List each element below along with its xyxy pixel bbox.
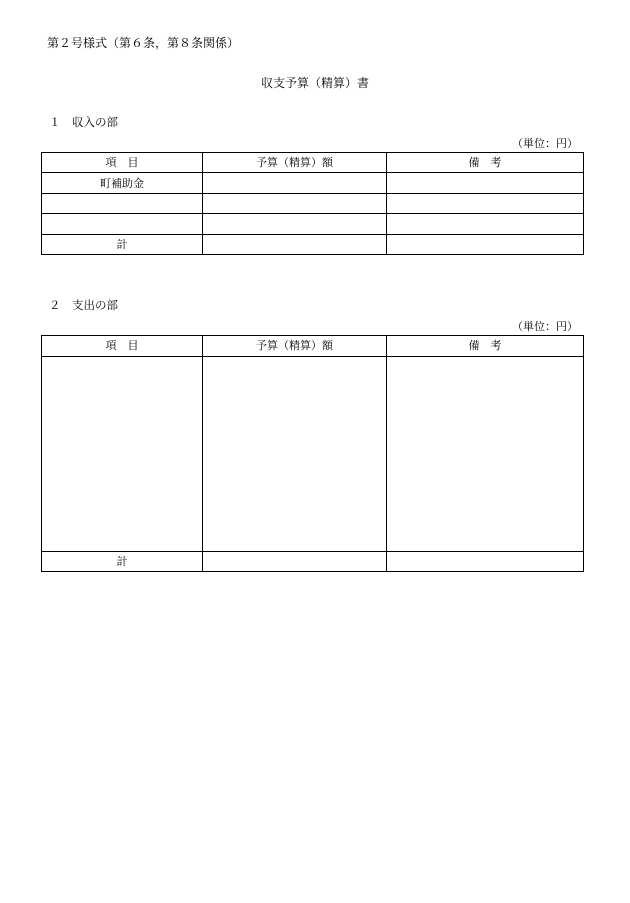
income-table xyxy=(41,152,584,255)
income-amount-cell[interactable] xyxy=(203,214,387,234)
income-unit-label: （単位：円） xyxy=(512,137,578,150)
income-amount-cell[interactable] xyxy=(203,173,387,193)
income-total-amount-cell[interactable] xyxy=(203,234,387,254)
column-header-amount: 予算（精算）額 xyxy=(203,336,387,357)
table-header-row xyxy=(42,336,584,357)
column-header-remarks: 備 考 xyxy=(387,336,584,357)
expense-remarks-cell[interactable] xyxy=(387,356,584,551)
expense-item-cell[interactable] xyxy=(42,356,203,551)
table-total-row xyxy=(42,234,584,254)
table-row xyxy=(42,193,584,213)
income-item-cell[interactable] xyxy=(42,193,203,213)
income-remarks-cell[interactable] xyxy=(387,214,584,234)
column-header-item: 項 目 xyxy=(42,153,203,173)
document-title: 収支予算（精算）書 xyxy=(260,76,369,90)
table-row xyxy=(42,356,584,551)
income-item-cell[interactable] xyxy=(42,214,203,234)
table-total-row xyxy=(42,551,584,572)
table-row xyxy=(42,214,584,234)
form-number: 第２号様式（第６条，第８条関係） xyxy=(47,36,240,50)
income-remarks-cell[interactable] xyxy=(387,193,584,213)
column-header-remarks: 備 考 xyxy=(387,153,584,173)
income-section-heading: １ 収入の部 xyxy=(49,115,118,129)
table-header-row xyxy=(42,153,584,173)
expense-section-heading: ２ 支出の部 xyxy=(49,298,118,312)
expense-total-label: 計 xyxy=(42,551,203,572)
expense-unit-label: （単位：円） xyxy=(512,320,578,333)
column-header-item: 項 目 xyxy=(42,336,203,357)
table-row xyxy=(42,173,584,193)
income-amount-cell[interactable] xyxy=(203,193,387,213)
expense-total-remarks-cell[interactable] xyxy=(387,551,584,572)
expense-total-amount-cell[interactable] xyxy=(203,551,387,572)
income-remarks-cell[interactable] xyxy=(387,173,584,193)
column-header-amount: 予算（精算）額 xyxy=(203,153,387,173)
income-item-cell[interactable]: 町補助金 xyxy=(42,173,203,193)
expense-amount-cell[interactable] xyxy=(203,356,387,551)
income-total-label: 計 xyxy=(42,234,203,254)
expense-table xyxy=(41,335,584,572)
income-total-remarks-cell[interactable] xyxy=(387,234,584,254)
